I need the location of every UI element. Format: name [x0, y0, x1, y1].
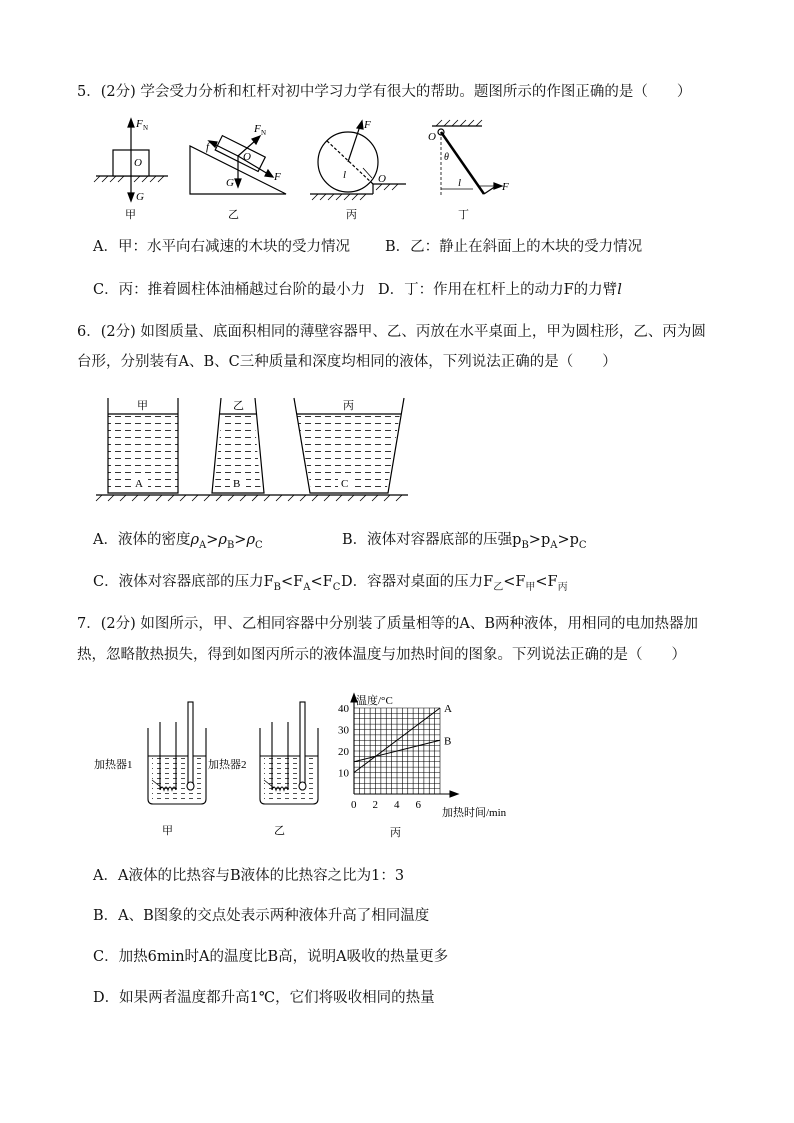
svg-text:丙: 丙 — [343, 400, 354, 412]
y-tick-label: 40 — [338, 703, 349, 715]
svg-text:F: F — [364, 119, 371, 131]
q6-stem-line2: 台形，分别装有A、B、C三种质量和深度均相同的液体，下列说法正确的是（ ） — [77, 354, 617, 370]
q5-label-jia: 甲 — [125, 209, 136, 221]
q7-stem-line2: 热，忽略散热损失，得到如图丙所示的液体温度与加热时间的图象。下列说法正确的是（ ） — [77, 647, 686, 663]
q5-jia-FN: F — [136, 118, 143, 130]
svg-text:θ: θ — [444, 152, 449, 163]
series-label-B: B — [444, 735, 452, 748]
q7-option-d: D．如果两者温度都升高1℃，它们将吸收相同的热量 — [93, 990, 435, 1006]
q5-label-bing: 丙 — [346, 209, 357, 221]
x-tick-label: 0 — [351, 799, 357, 811]
q7-stem-line1: 7．(2分) 如图所示，甲、乙相同容器中分别装了质量相等的A、B两种液体，用相同的电加热器加 — [77, 616, 698, 632]
q7-label-bing: 丙 — [390, 827, 401, 839]
svg-text:N: N — [261, 129, 267, 137]
svg-text:A: A — [135, 478, 143, 490]
svg-text:O: O — [428, 131, 436, 143]
svg-text:G: G — [226, 177, 234, 189]
svg-text:加热器1: 加热器1 — [94, 759, 133, 771]
q7-option-b: B．A、B图象的交点处表示两种液体升高了相同温度 — [93, 908, 430, 924]
series-label-A: A — [444, 703, 452, 715]
q6-option-a: A．液体的密度$\rho_A>\rho_B>\rho_C$ — [93, 532, 263, 551]
svg-text:甲: 甲 — [137, 400, 148, 412]
svg-text:l: l — [458, 177, 462, 189]
chart-ylabel: 温度/°C — [356, 695, 393, 707]
y-tick-label: 20 — [338, 746, 349, 758]
svg-text:G: G — [136, 191, 144, 203]
q5-figure-bing — [308, 116, 408, 224]
chart-xlabel: 加热时间/min — [442, 807, 507, 819]
q7-option-c: C．加热6min时A的温度比B高，说明A吸收的热量更多 — [93, 949, 449, 965]
q5-option-d: D．丁：作用在杠杆上的动力F的力臂l — [378, 282, 622, 298]
q6-option-c: C．液体对容器底部的压力$F_B<F_A<F_C$ — [93, 574, 341, 593]
q6-option-b: B．液体对容器底部的压强$p_B>p_A>p_C$ — [342, 532, 587, 551]
svg-text:F: F — [254, 123, 261, 135]
q5-option-a: A．甲：水平向右减速的木块的受力情况 — [93, 239, 350, 255]
svg-text:F: F — [502, 181, 509, 193]
svg-text:B: B — [233, 478, 241, 490]
q5-stem: 5．(2分) 学会受力分析和杠杆对初中学习力学有很大的帮助。题图所示的作图正确的是（ ） — [77, 84, 692, 100]
q7-temperature-chart — [334, 690, 534, 842]
q5-label-yi: 乙 — [228, 209, 239, 221]
q5-label-ding: 丁 — [458, 209, 469, 221]
q7-option-a: A．A液体的比热容与B液体的比热容之比为1：3 — [93, 868, 405, 884]
q5-figure-ding — [418, 116, 518, 224]
svg-text:O: O — [243, 151, 251, 163]
svg-text:F: F — [274, 171, 281, 183]
q7-beakers-figure — [92, 696, 322, 842]
q5-option-c: C．丙：推着圆柱体油桶越过台阶的最小力 — [93, 282, 366, 298]
q7-label-yi: 乙 — [274, 825, 285, 837]
svg-text:加热器2: 加热器2 — [208, 759, 247, 771]
x-tick-label: 6 — [415, 799, 421, 811]
y-tick-label: 10 — [338, 767, 349, 780]
q6-option-d: D．容器对桌面的压力$F_乙<F_甲<F_丙$ — [341, 574, 568, 593]
q5-option-b: B．乙：静止在斜面上的木块的受力情况 — [385, 239, 643, 255]
q6-stem-line1: 6．(2分) 如图质量、底面积相同的薄壁容器甲、乙、丙放在水平桌面上，甲为圆柱形，乙、丙为圆 — [77, 324, 706, 340]
q6-containers-figure — [94, 392, 410, 504]
svg-text:O: O — [134, 157, 142, 169]
y-tick-label: 30 — [338, 724, 349, 737]
svg-text:乙: 乙 — [233, 400, 244, 412]
svg-text:O: O — [378, 173, 386, 185]
x-tick-label: 2 — [372, 799, 378, 811]
q5-figure-yi — [186, 116, 296, 224]
svg-text:f: f — [206, 141, 210, 153]
svg-text:N: N — [143, 124, 149, 132]
x-axis-arrow — [450, 791, 458, 797]
svg-text:l: l — [343, 169, 347, 181]
q5-figure-jia — [92, 116, 172, 224]
x-tick-label: 4 — [394, 799, 400, 811]
svg-text:C: C — [341, 478, 349, 490]
q7-label-jia: 甲 — [162, 825, 173, 837]
